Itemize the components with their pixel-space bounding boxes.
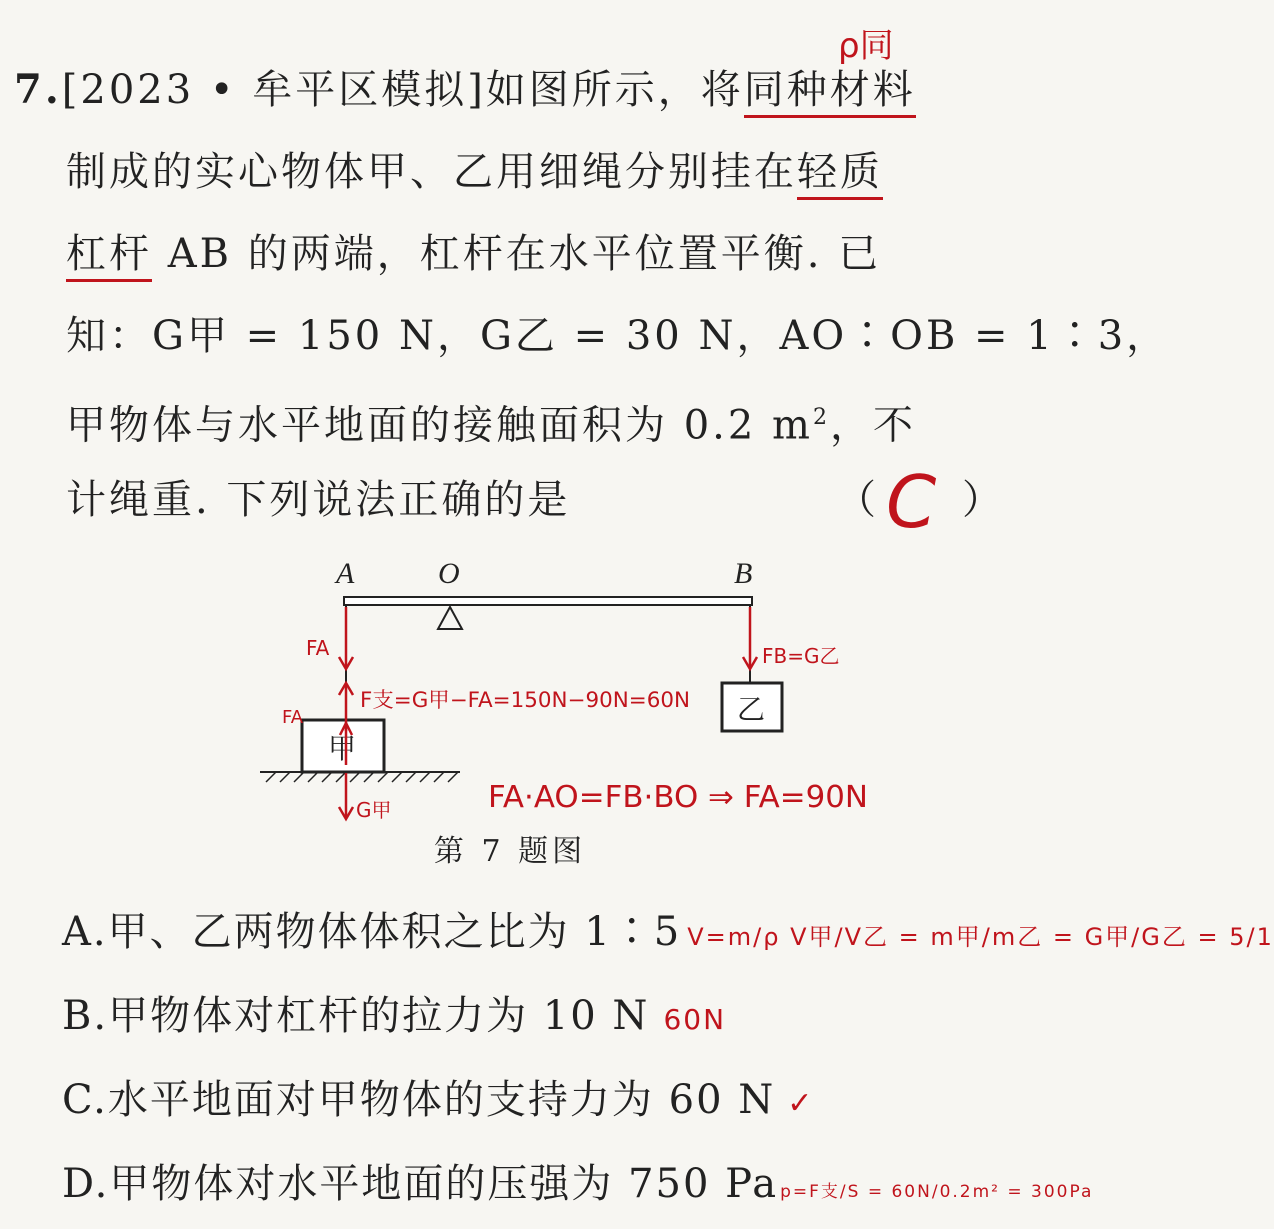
question-line-1 (14, 66, 916, 114)
pivot-triangle (438, 607, 462, 629)
underlined-lever: 杠杆 (66, 231, 152, 282)
hand-FA-top: FA (306, 636, 330, 660)
option-a-note: V=m/ρ V甲/V乙 = m甲/m乙 = G甲/G乙 = 5/1 (687, 923, 1274, 951)
question-text: 制成的实心物体甲、乙用细绳分别挂在 (66, 149, 797, 195)
option-c (62, 1076, 814, 1128)
handwritten-answer: C (886, 460, 937, 544)
lever-bar (344, 597, 752, 605)
question-line-2 (66, 148, 883, 196)
option-b (62, 992, 726, 1044)
option-letter: A. (62, 909, 108, 955)
option-letter: D. (62, 1161, 110, 1207)
option-text: 甲、乙两物体体积之比为 1∶5 (107, 909, 682, 955)
handwritten-rho-note: ρ同 (838, 26, 894, 66)
option-d (62, 1160, 1093, 1216)
box-jia-label: 甲 (328, 732, 357, 765)
underlined-same-material: 同种材料 (744, 67, 916, 118)
option-letter: C. (62, 1077, 108, 1123)
question-line-3 (66, 230, 881, 278)
hand-Fsup: F支=G甲−FA=150N−90N=60N (360, 688, 690, 712)
box-yi-label: 乙 (737, 693, 766, 726)
superscript-2: 2 (812, 405, 830, 430)
question-line-5 (66, 394, 916, 449)
option-letter: B. (62, 993, 109, 1039)
option-c-check: ✓ (787, 1086, 815, 1121)
label-A: A (336, 557, 355, 590)
underlined-light: 轻质 (797, 149, 883, 200)
question-text: 如图所示，将 (485, 67, 744, 113)
option-a (62, 908, 1274, 961)
question-line-6: 计绳重. 下列说法正确的是 (66, 477, 571, 523)
hand-equation: FA·AO=FB·BO ⇒ FA=90N (488, 780, 868, 815)
hand-FB: FB=G乙 (762, 644, 840, 668)
hand-FA-left: FA (282, 707, 304, 728)
option-text: 水平地面对甲物体的支持力为 60 N (107, 1077, 776, 1123)
answer-bracket-open: （ (836, 477, 879, 523)
label-O: O (438, 557, 460, 590)
figure-caption: 第 7 题图 (433, 834, 587, 869)
answer-bracket-close: ） (962, 477, 1005, 523)
question-text: AB 的两端，杠杆在水平位置平衡. 已 (152, 231, 882, 277)
question-line-4: 知：G甲 = 150 N，G乙 = 30 N，AO∶OB = 1∶3， (66, 313, 1170, 359)
question-text: 甲物体与水平地面的接触面积为 0.2 m (66, 402, 813, 449)
option-text: 甲物体对杠杆的拉力为 10 N (108, 993, 650, 1039)
question-source: [2023 • 牟平区模拟] (61, 67, 486, 113)
option-b-note: 60N (663, 1003, 727, 1036)
label-B: B (734, 557, 753, 590)
option-text: 甲物体对水平地面的压强为 750 Pa (109, 1161, 779, 1207)
hand-Gjia: G甲 (356, 798, 392, 822)
question-number: 7. (14, 66, 62, 113)
option-d-note: p=F支/S = 60N/0.2m² = 300Pa (780, 1182, 1094, 1202)
question-text: ，不 (829, 402, 916, 449)
lever-diagram (240, 545, 920, 855)
